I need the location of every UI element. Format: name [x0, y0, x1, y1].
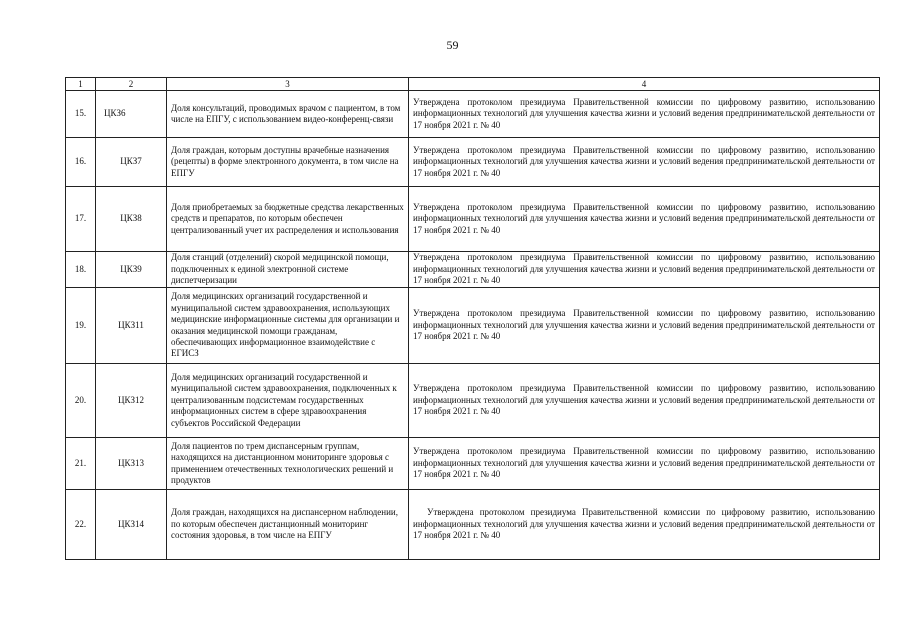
- indicator-description: Доля граждан, которым доступны врачебные назначения (рецепты) в форме электронного документа, в том числе на ЕПГУ: [167, 138, 409, 187]
- row-number: 18.: [66, 252, 96, 288]
- approval-basis: Утверждена протоколом президиума Правительственной комиссии по цифровому развитию, использованию информационных технологий для улучшения качества жизни и условий ведения предпринимательской деятельности от 17 ноября 2021 г. № 40: [409, 490, 880, 560]
- indicator-description: Доля станций (отделений) скорой медицинской помощи, подключенных к единой электронной системе диспетчеризации: [167, 252, 409, 288]
- table-row: [66, 138, 880, 187]
- indicator-code: ЦКЗ14: [96, 490, 167, 560]
- indicator-description: Доля пациентов по трем диспансерным группам, находящихся на дистанционном мониторинге здоровья с применением отечественных технологических решений и продуктов: [167, 438, 409, 490]
- approval-basis: Утверждена протоколом президиума Правительственной комиссии по цифровому развитию, использованию информационных технологий для улучшения качества жизни и условий ведения предпринимательской деятельности от 17 ноября 2021 г. № 40: [409, 364, 880, 438]
- indicators-table: [65, 77, 880, 560]
- approval-basis: Утверждена протоколом президиума Правительственной комиссии по цифровому развитию, использованию информационных технологий для улучшения качества жизни и условий ведения предпринимательской деятельности от 17 ноября 2021 г. № 40: [409, 438, 880, 490]
- approval-basis: Утверждена протоколом президиума Правительственной комиссии по цифровому развитию, использованию информационных технологий для улучшения качества жизни и условий ведения предпринимательской деятельности от 17 ноября 2021 г. № 40: [409, 252, 880, 288]
- approval-basis: Утверждена протоколом президиума Правительственной комиссии по цифровому развитию, использованию информационных технологий для улучшения качества жизни и условий ведения предпринимательской деятельности от 17 ноября 2021 г. № 40: [409, 187, 880, 252]
- indicator-code: ЦКЗ7: [96, 138, 167, 187]
- indicator-description: Доля медицинских организаций государственной и муниципальной систем здравоохранения, использующих медицинские информационные системы для организации и оказания медицинской помощи гражданам, обеспечивающих информационное взаимодействие с ЕГИСЗ: [167, 288, 409, 364]
- table-row: [66, 91, 880, 138]
- indicator-code: ЦКЗ9: [96, 252, 167, 288]
- row-number: 16.: [66, 138, 96, 187]
- table-row: [66, 438, 880, 490]
- row-number: 21.: [66, 438, 96, 490]
- indicator-code: ЦКЗ6: [96, 91, 167, 138]
- indicator-description: Доля медицинских организаций государственной и муниципальной систем здравоохранения, подключенных к централизованным подсистемам государственных информационных систем в сфере здравоохранения субъектов Российской Федерации: [167, 364, 409, 438]
- indicator-description: Доля консультаций, проводимых врачом с пациентом, в том числе на ЕПГУ, с использованием видео-конференц-связи: [167, 91, 409, 138]
- table-row: [66, 364, 880, 438]
- indicator-code: ЦКЗ13: [96, 438, 167, 490]
- column-header: 4: [409, 78, 880, 91]
- row-number: 22.: [66, 490, 96, 560]
- table-row: [66, 490, 880, 560]
- indicator-code: ЦКЗ8: [96, 187, 167, 252]
- column-header: 1: [66, 78, 96, 91]
- column-header: 2: [96, 78, 167, 91]
- table-row: [66, 288, 880, 364]
- table-row: [66, 187, 880, 252]
- indicator-code: ЦКЗ11: [96, 288, 167, 364]
- row-number: 15.: [66, 91, 96, 138]
- approval-basis: Утверждена протоколом президиума Правительственной комиссии по цифровому развитию, использованию информационных технологий для улучшения качества жизни и условий ведения предпринимательской деятельности от 17 ноября 2021 г. № 40: [409, 138, 880, 187]
- indicator-code: ЦКЗ12: [96, 364, 167, 438]
- approval-basis: Утверждена протоколом президиума Правительственной комиссии по цифровому развитию, использованию информационных технологий для улучшения качества жизни и условий ведения предпринимательской деятельности от 17 ноября 2021 г. № 40: [409, 91, 880, 138]
- table-header-row: [66, 78, 880, 91]
- row-number: 20.: [66, 364, 96, 438]
- approval-basis: Утверждена протоколом президиума Правительственной комиссии по цифровому развитию, использованию информационных технологий для улучшения качества жизни и условий ведения предпринимательской деятельности от 17 ноября 2021 г. № 40: [409, 288, 880, 364]
- indicator-description: Доля приобретаемых за бюджетные средства лекарственных средств и препаратов, по которым обеспечен централизованный учет их распределения и использования: [167, 187, 409, 252]
- row-number: 19.: [66, 288, 96, 364]
- row-number: 17.: [66, 187, 96, 252]
- page-number: 59: [446, 38, 459, 52]
- column-header: 3: [167, 78, 409, 91]
- indicator-description: Доля граждан, находящихся на диспансерном наблюдении, по которым обеспечен дистанционный мониторинг состояния здоровья, в том числе на ЕПГУ: [167, 490, 409, 560]
- table-row: [66, 252, 880, 288]
